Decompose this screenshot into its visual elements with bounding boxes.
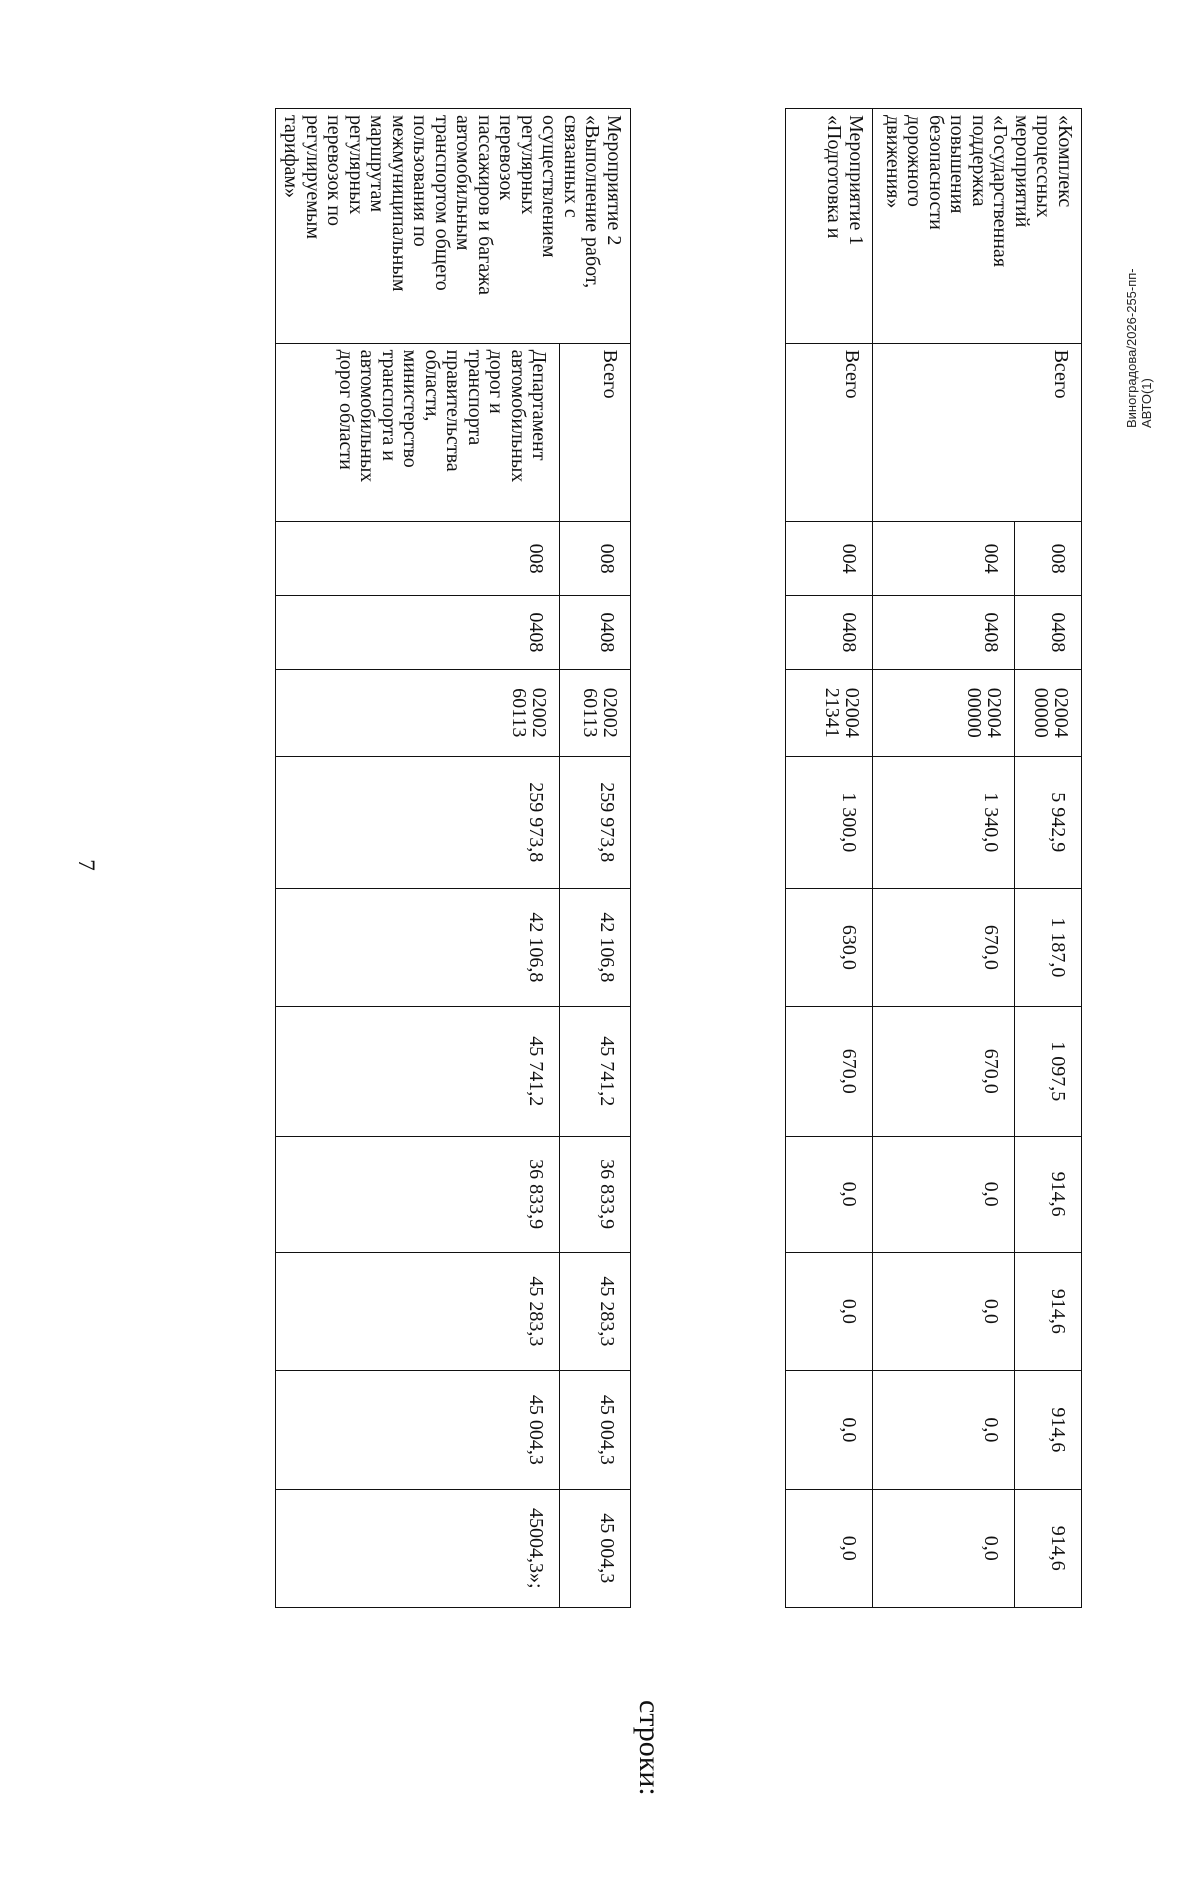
event-name-line: перевозок <box>495 115 518 201</box>
grbs-cell: 008 <box>276 522 560 596</box>
year-value-cell: 45 004,3 <box>560 1489 631 1607</box>
budget-table-lower <box>785 108 1082 1608</box>
event-name-line: регулярных <box>517 115 539 215</box>
csr-line: 00000 <box>963 687 985 738</box>
rzpr-cell: 0408 <box>786 595 873 669</box>
complex-name-cell <box>873 109 1082 344</box>
year-value-cell: 0,0 <box>786 1489 873 1607</box>
year-value-cell: 45 741,2 <box>560 1007 631 1137</box>
funding-source-line: дорог и <box>485 349 508 414</box>
funding-source-line: транспорта <box>463 349 486 446</box>
table-row <box>1015 109 1082 1608</box>
year-value-cell: 42 106,8 <box>560 888 631 1006</box>
year-value-cell: 0,0 <box>786 1371 873 1489</box>
event-name-cell <box>276 109 631 344</box>
csr-line: 21341 <box>821 687 843 738</box>
event-name-line: пользования по <box>409 115 432 247</box>
grbs-cell: 008 <box>1015 522 1082 596</box>
total-cell: 1 340,0 <box>873 756 1015 888</box>
complex-name-line: безопасности <box>925 115 947 230</box>
csr-line: 02004 <box>983 687 1005 738</box>
year-value-cell: 45 004,3 <box>560 1371 631 1489</box>
year-value-cell: 1 187,0 <box>1015 888 1082 1006</box>
event-name-line: Мероприятие 1 <box>845 115 867 246</box>
csr-cell <box>873 669 1015 756</box>
event-name-line: маршрутам <box>366 115 389 213</box>
year-value-cell: 42 106,8 <box>276 888 560 1006</box>
year-value-cell: 36 833,9 <box>276 1136 560 1252</box>
year-value-cell: 914,6 <box>1015 1136 1082 1252</box>
year-value-cell: 45004,3»; <box>276 1489 560 1607</box>
funding-source-cell <box>276 343 560 522</box>
event-name-line: тарифам» <box>280 115 303 199</box>
year-value-cell: 36 833,9 <box>560 1136 631 1252</box>
year-value-cell: 45 283,3 <box>276 1252 560 1370</box>
document-footer-id: Виноградова/2026-255-пп-АВТО(1) <box>1124 268 1154 428</box>
csr-cell <box>560 669 631 756</box>
year-value-cell: 45 741,2 <box>276 1007 560 1137</box>
upper-table-container <box>275 108 631 1608</box>
csr-line: 02002 <box>528 687 551 738</box>
event-name-line: автомобильным <box>452 115 475 251</box>
funding-source-line: автомобильных <box>356 349 379 483</box>
complex-name-line: поддержка <box>968 115 990 207</box>
complex-name-line: повышения <box>946 115 969 214</box>
event-name-line: пассажиров и багажа <box>474 115 496 295</box>
funding-source-line: дорог области <box>334 349 357 470</box>
rzpr-cell: 0408 <box>276 595 560 669</box>
funding-source-cell: Всего <box>786 343 873 522</box>
complex-name-line: движения» <box>882 115 904 209</box>
year-value-cell: 670,0 <box>786 1007 873 1137</box>
funding-source-line: автомобильных <box>506 349 529 483</box>
csr-line: 02004 <box>1050 687 1072 738</box>
total-cell: 5 942,9 <box>1015 756 1082 888</box>
event-name-line: межмуниципальным <box>388 115 410 292</box>
year-value-cell: 45 004,3 <box>276 1371 560 1489</box>
funding-source-line: транспорта и <box>377 349 400 462</box>
event-name-line: «Выполнение работ, <box>581 115 604 289</box>
csr-line: 02004 <box>841 687 863 738</box>
year-value-cell: 670,0 <box>873 1007 1015 1137</box>
rzpr-cell: 0408 <box>560 595 631 669</box>
csr-cell <box>786 669 873 756</box>
funding-source-line: правительства <box>442 349 465 472</box>
funding-source-line: министерство <box>399 349 422 468</box>
table-row <box>786 109 873 1608</box>
event-name-line: перевозок по <box>323 115 346 226</box>
grbs-cell: 008 <box>560 522 631 596</box>
complex-name-line: «Государственная <box>989 115 1012 268</box>
year-value-cell: 914,6 <box>1015 1489 1082 1607</box>
table-row <box>560 109 631 1608</box>
year-value-cell: 914,6 <box>1015 1252 1082 1370</box>
funding-source-cell: Всего <box>873 343 1082 522</box>
complex-name-line: «Комплекс <box>1054 115 1076 208</box>
rows-marker-text: строки: <box>633 1700 666 1796</box>
lower-table-container <box>785 108 1082 1608</box>
csr-cell <box>1015 669 1082 756</box>
event-name-line: транспортом общего <box>431 115 453 291</box>
funding-source-line: Департамент <box>528 349 551 461</box>
event-name-line: осуществлением <box>538 115 561 258</box>
event-name-line: Мероприятие 2 <box>603 115 625 246</box>
csr-line: 02002 <box>599 687 621 738</box>
year-value-cell: 670,0 <box>873 888 1015 1006</box>
total-cell: 259 973,8 <box>560 756 631 888</box>
complex-name-line: дорожного <box>903 115 926 207</box>
year-value-cell: 1 097,5 <box>1015 1007 1082 1137</box>
grbs-cell: 004 <box>873 522 1015 596</box>
funding-source-line: области, <box>420 349 443 422</box>
complex-name-line: процессных <box>1032 115 1055 218</box>
grbs-cell: 004 <box>786 522 873 596</box>
year-value-cell: 630,0 <box>786 888 873 1006</box>
event-name-line: связанных с <box>560 115 582 218</box>
page-number: 7 <box>73 859 99 871</box>
total-cell: 1 300,0 <box>786 756 873 888</box>
rzpr-cell: 0408 <box>873 595 1015 669</box>
event-name-line: регулируемым <box>302 115 324 239</box>
funding-source-cell: Всего <box>560 343 631 522</box>
csr-line: 60113 <box>579 688 601 738</box>
total-cell: 259 973,8 <box>276 756 560 888</box>
year-value-cell: 45 283,3 <box>560 1252 631 1370</box>
rzpr-cell: 0408 <box>1015 595 1082 669</box>
year-value-cell: 0,0 <box>873 1371 1015 1489</box>
year-value-cell: 0,0 <box>873 1136 1015 1252</box>
complex-name-line: мероприятий <box>1011 115 1033 228</box>
year-value-cell: 914,6 <box>1015 1371 1082 1489</box>
csr-cell <box>276 669 560 756</box>
csr-line: 00000 <box>1030 687 1052 738</box>
csr-line: 60113 <box>508 688 531 738</box>
event-name-cell <box>786 109 873 344</box>
year-value-cell: 0,0 <box>873 1489 1015 1607</box>
event-name-line: «Подготовка и <box>823 115 846 239</box>
year-value-cell: 0,0 <box>786 1252 873 1370</box>
year-value-cell: 0,0 <box>786 1136 873 1252</box>
event-name-line: регулярных <box>345 115 367 215</box>
budget-table-upper <box>275 108 631 1608</box>
year-value-cell: 0,0 <box>873 1252 1015 1370</box>
